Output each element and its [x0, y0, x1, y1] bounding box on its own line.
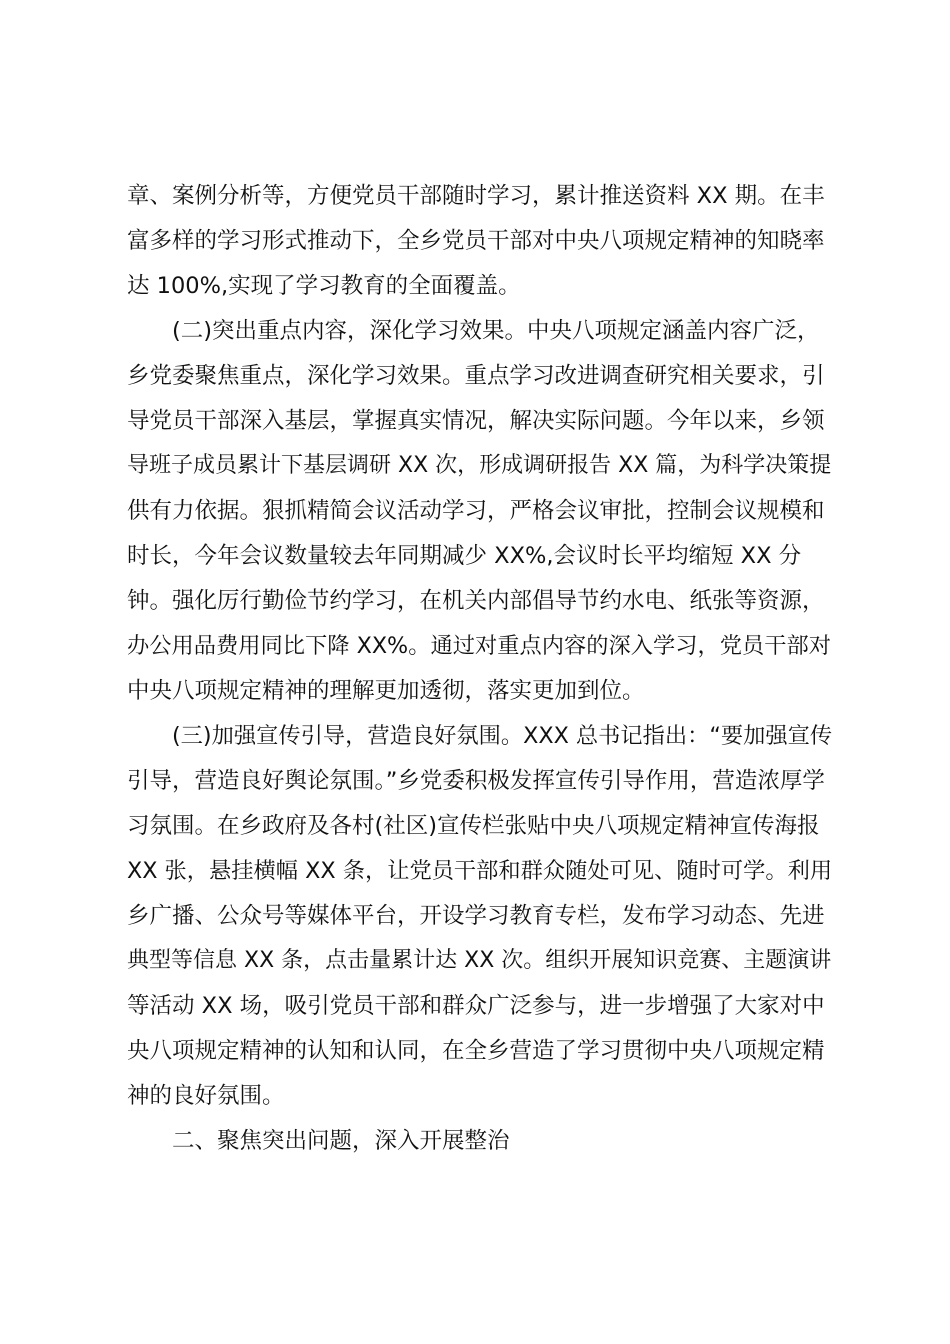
text-line-11: 办公用品费用同比下降 XX%。通过对重点内容的深入学习，党员干部对 [127, 633, 831, 659]
paragraph-2-start: (二)突出重点内容，深化学习效果。中央八项规定涵盖内容广泛， [172, 318, 820, 344]
text-line-15: 习氛围。在乡政府及各村(社区)宣传栏张贴中央八项规定精神宣传海报 [127, 813, 820, 839]
paragraph-3-start: (三)加强宣传引导，营造良好氛围。XXX 总书记指出：“要加强宣传 [172, 723, 833, 749]
text-line-10: 钟。强化厉行勤俭节约学习，在机关内部倡导节约水电、纸张等资源， [127, 588, 825, 614]
text-line-8: 供有力依据。狠抓精简会议活动学习，严格会议审批，控制会议规模和 [127, 498, 825, 524]
text-line-20: 央八项规定精神的认知和认同，在全乡营造了学习贯彻中央八项规定精 [127, 1038, 825, 1064]
text-line-19: 等活动 XX 场，吸引党员干部和群众广泛参与，进一步增强了大家对中 [127, 993, 825, 1019]
text-line-1: 章、案例分析等，方便党员干部随时学习，累计推送资料 XX 期。在丰 [127, 183, 825, 209]
text-line-2: 富多样的学习形式推动下，全乡党员干部对中央八项规定精神的知晓率 [127, 228, 825, 254]
text-line-18: 典型等信息 XX 条，点击量累计达 XX 次。组织开展知识竞赛、主题演讲 [127, 948, 832, 973]
text-line-16: XX 张，悬挂横幅 XX 条，让党员干部和群众随处可见、随时可学。利用 [127, 858, 833, 884]
text-line-14: 引导，营造良好舆论氛围。”乡党委积极发挥宣传引导作用，营造浓厚学 [127, 768, 825, 794]
text-line-12: 中央八项规定精神的理解更加透彻，落实更加到位。 [127, 678, 645, 704]
text-line-5: 乡党委聚焦重点，深化学习效果。重点学习改进调查研究相关要求，引 [127, 363, 825, 389]
text-line-3: 达 100%,实现了学习教育的全面覆盖。 [127, 273, 521, 299]
text-line-7: 导班子成员累计下基层调研 XX 次，形成调研报告 XX 篇，为科学决策提 [127, 453, 832, 478]
text-line-17: 乡广播、公众号等媒体平台，开设学习教育专栏，发布学习动态、先进 [127, 903, 825, 929]
text-line-21: 神的良好氛围。 [127, 1083, 285, 1109]
text-line-9: 时长，今年会议数量较去年同期减少 XX%,会议时长平均缩短 XX 分 [127, 543, 802, 569]
section-heading: 二、聚焦突出问题，深入开展整治 [172, 1128, 510, 1154]
text-line-6: 导党员干部深入基层，掌握真实情况，解决实际问题。今年以来，乡领 [127, 408, 825, 434]
